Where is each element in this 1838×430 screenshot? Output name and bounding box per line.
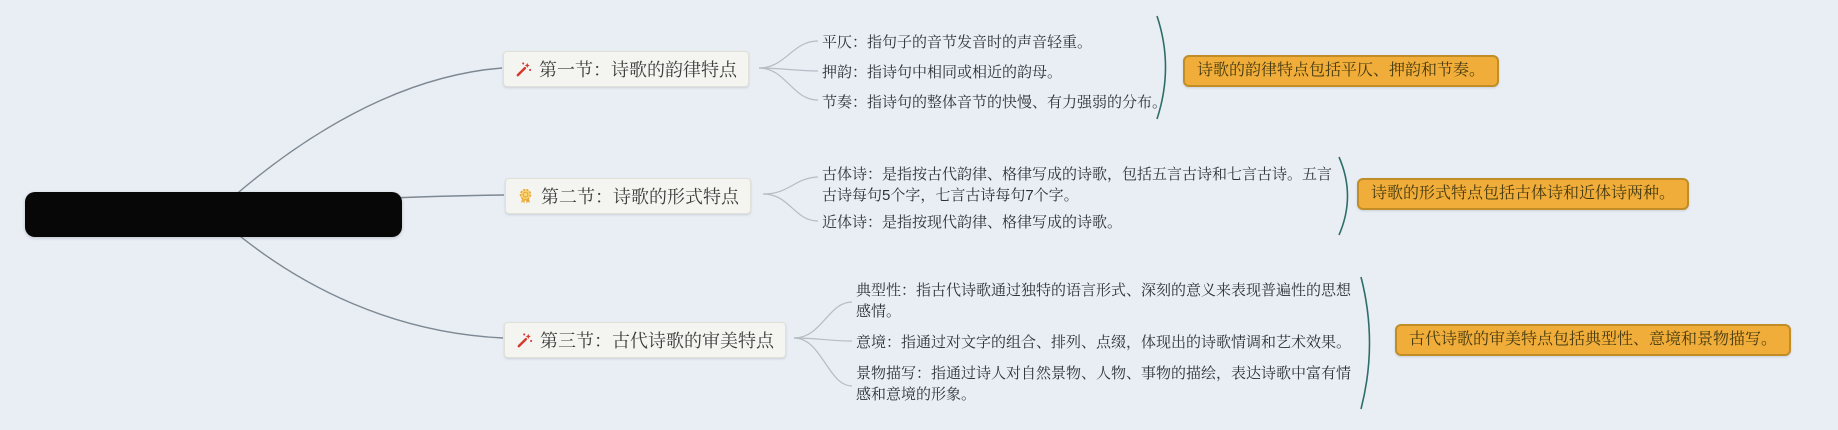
connector-branch2-item2 xyxy=(763,194,818,221)
detail-item[interactable]: 近体诗：是指按现代韵律、格律写成的诗歌。 xyxy=(822,214,1123,231)
detail-item[interactable]: 押韵：指诗句中相同或相近的韵母。 xyxy=(822,64,1063,81)
summary-topic-3[interactable]: 古代诗歌的审美特点包括典型性、意境和景物描写。 xyxy=(1395,324,1791,356)
detail-item[interactable]: 景物描写：指通过诗人对自然景物、人物、事物的描绘，表达诗歌中富有情感和意境的形象。 xyxy=(856,365,1352,403)
root-topic-redacted[interactable] xyxy=(25,192,402,237)
magic-wand-icon xyxy=(515,61,532,78)
connector-branch3-item3 xyxy=(794,338,852,386)
connector-branch1-item1 xyxy=(759,41,818,68)
summary-topic-1[interactable]: 诗歌的韵律特点包括平仄、押韵和节奏。 xyxy=(1183,55,1499,87)
detail-item[interactable]: 典型性：指古代诗歌通过独特的语言形式、深刻的意义来表现普遍性的思想感情。 xyxy=(856,282,1352,320)
branch-topic-label: 第二节：诗歌的形式特点 xyxy=(541,187,739,207)
detail-item[interactable]: 平仄：指句子的音节发音时的声音轻重。 xyxy=(822,34,1093,51)
magic-wand-icon xyxy=(516,332,533,349)
branch-topic-label: 第三节：古代诗歌的审美特点 xyxy=(540,331,774,351)
medal-icon xyxy=(517,188,534,205)
detail-item[interactable]: 古体诗：是指按古代韵律、格律写成的诗歌，包括五言古诗和七言古诗。五言古诗每句5个字，七言古诗每句7个字。 xyxy=(822,166,1333,204)
branch-topic-2[interactable] xyxy=(505,178,751,214)
connector-branch3-item1 xyxy=(794,302,852,338)
branch-topic-1[interactable] xyxy=(503,51,749,87)
connector-branch1-item3 xyxy=(759,68,818,100)
summary-brace-3 xyxy=(1361,277,1370,409)
summary-topic-2[interactable]: 诗歌的形式特点包括古体诗和近体诗两种。 xyxy=(1357,178,1689,210)
detail-item[interactable]: 意境：指通过对文字的组合、排列、点缀，体现出的诗歌情调和艺术效果。 xyxy=(856,334,1352,351)
detail-item[interactable]: 节奏：指诗句的整体音节的快慢、有力强弱的分布。 xyxy=(822,94,1168,111)
branch-topic-label: 第一节：诗歌的韵律特点 xyxy=(539,60,737,80)
branch-topic-3[interactable] xyxy=(504,322,786,358)
connector-branch2-item1 xyxy=(763,177,818,194)
